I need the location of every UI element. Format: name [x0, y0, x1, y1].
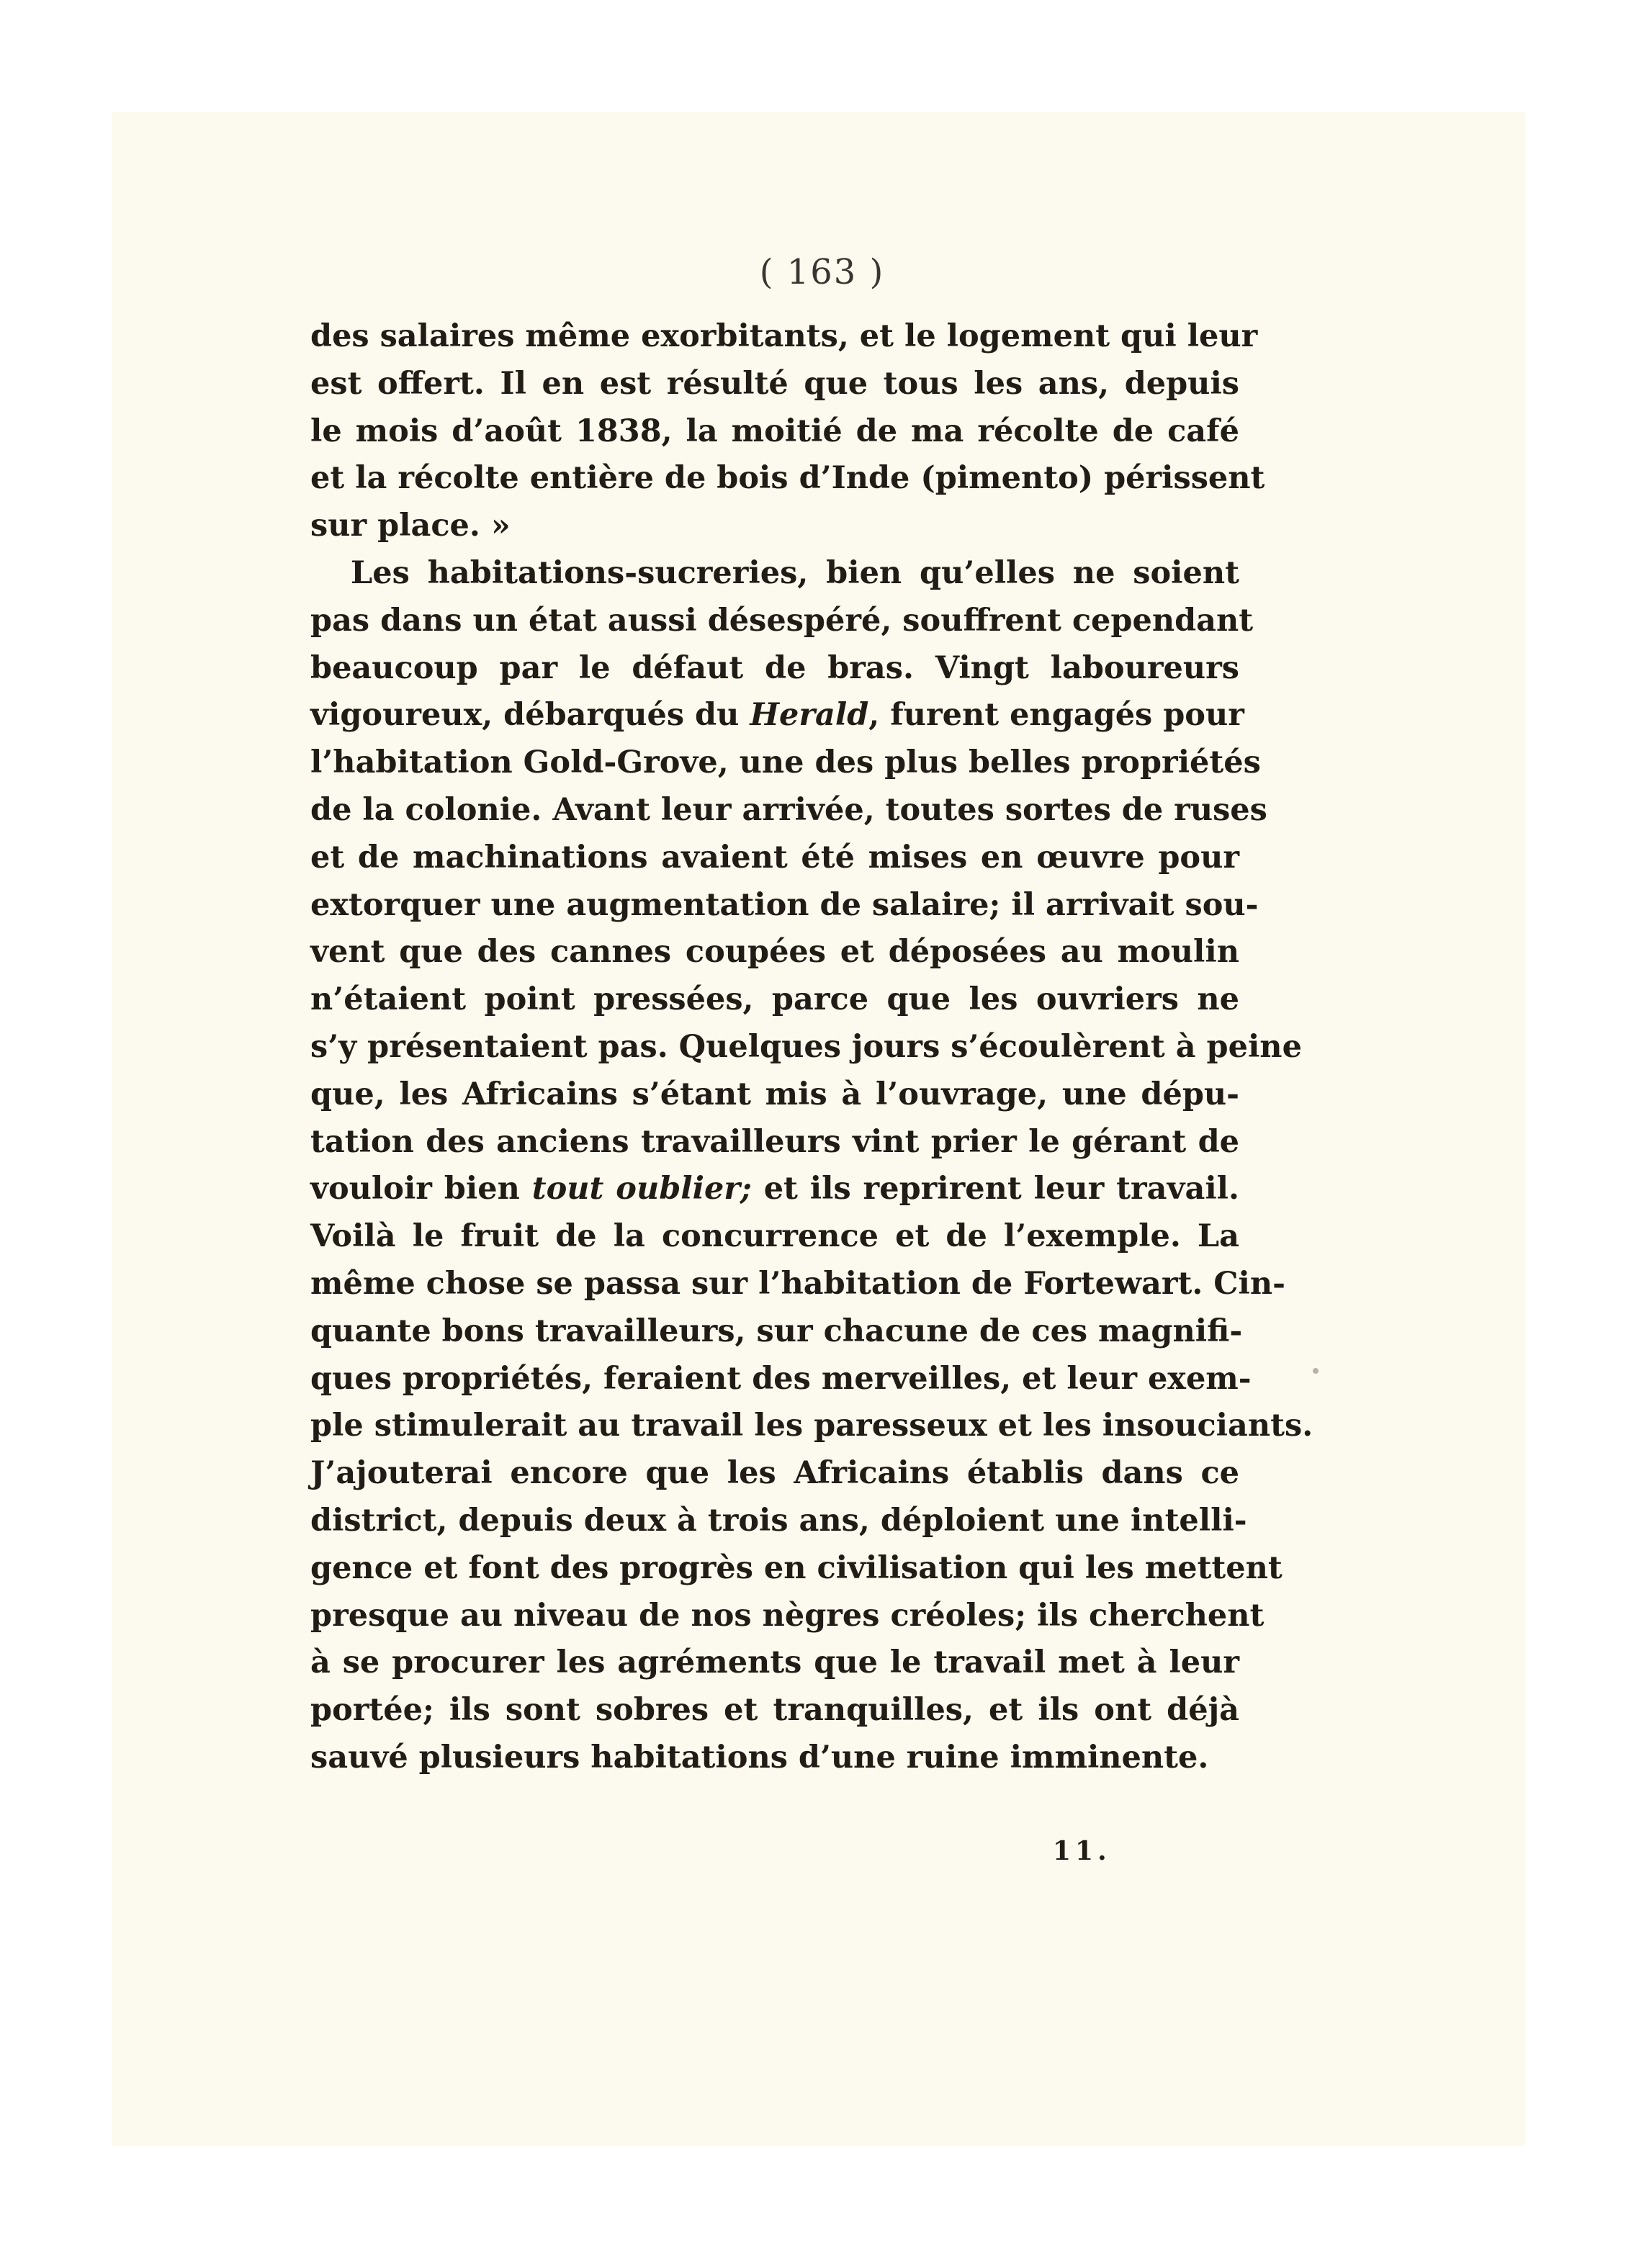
text-line: portée; ils sont sobres et tranquilles, et ils ont déjà	[310, 1692, 1239, 1729]
text-segment: vouloir bien	[310, 1171, 532, 1207]
text-segment: vigoureux, débarqués du	[310, 697, 750, 734]
signature-mark: 11.	[1053, 1836, 1111, 1866]
text-line: extorquer une augmentation de salaire; il arrivait sou-	[310, 886, 1259, 923]
text-line: à se procurer les agréments que le travail met à leur	[310, 1644, 1239, 1681]
text-line: est offert. Il en est résulté que tous les ans, depuis	[310, 365, 1239, 402]
paper-speck	[1313, 1368, 1319, 1374]
text-segment: et ils reprirent leur travail.	[751, 1171, 1239, 1207]
text-line: Voilà le fruit de la concurrence et de l’exemple. La	[310, 1218, 1239, 1255]
text-line: sauvé plusieurs habitations d’une ruine imminente.	[310, 1739, 1209, 1776]
text-line: presque au niveau de nos nègres créoles; ils cherchent	[310, 1597, 1265, 1634]
text-line: le mois d’août 1838, la moitié de ma récolte de café	[310, 413, 1239, 449]
text-line: tation des anciens travailleurs vint prier le gérant de	[310, 1123, 1239, 1160]
text-line: quante bons travailleurs, sur chacune de ces magnifi-	[310, 1313, 1243, 1349]
text-line: l’habitation Gold-Grove, une des plus belles propriétés	[310, 744, 1261, 781]
text-line: vent que des cannes coupées et déposées au moulin	[310, 934, 1239, 971]
text-line: ques propriétés, feraient des merveilles, et leur exem-	[310, 1360, 1252, 1397]
text-line: beaucoup par le défaut de bras. Vingt laboureurs	[310, 649, 1239, 686]
text-line: district, depuis deux à trois ans, déploient une intelli-	[310, 1502, 1247, 1539]
page-number: ( 163 )	[759, 252, 885, 292]
text-line: des salaires même exorbitants, et le logement qui leur	[310, 318, 1258, 354]
text-line: Les habitations-sucreries, bien qu’elles ne soient	[351, 554, 1239, 591]
text-line: et de machinations avaient été mises en œuvre pour	[310, 839, 1239, 876]
text-line: même chose se passa sur l’habitation de Fortewart. Cin-	[310, 1265, 1285, 1302]
text-line	[310, 692, 1244, 739]
text-line	[310, 1166, 1239, 1213]
text-line: et la récolte entière de bois d’Inde (pimento) périssent	[310, 460, 1265, 497]
emphasis: tout oublier;	[531, 1171, 752, 1207]
text-line: J’ajouterai encore que les Africains établis dans ce	[310, 1455, 1239, 1492]
text-segment: , furent engagés pour	[868, 697, 1244, 734]
text-line: s’y présentaient pas. Quelques jours s’écoulèrent à peine	[310, 1028, 1302, 1065]
text-line: pas dans un état aussi désespéré, souffrent cependant	[310, 602, 1254, 639]
ship-name: Herald	[750, 697, 869, 734]
body-text	[310, 313, 1313, 1782]
text-line: sur place. »	[310, 508, 511, 544]
text-line: n’étaient point pressées, parce que les ouvriers ne	[310, 981, 1239, 1018]
text-line: de la colonie. Avant leur arrivée, toutes sortes de ruses	[310, 791, 1267, 828]
text-line: ple stimulerait au travail les paresseux et les insouciants.	[310, 1408, 1313, 1444]
text-line: que, les Africains s’étant mis à l’ouvrage, une dépu-	[310, 1076, 1239, 1112]
text-line: gence et font des progrès en civilisation qui les mettent	[310, 1549, 1283, 1586]
